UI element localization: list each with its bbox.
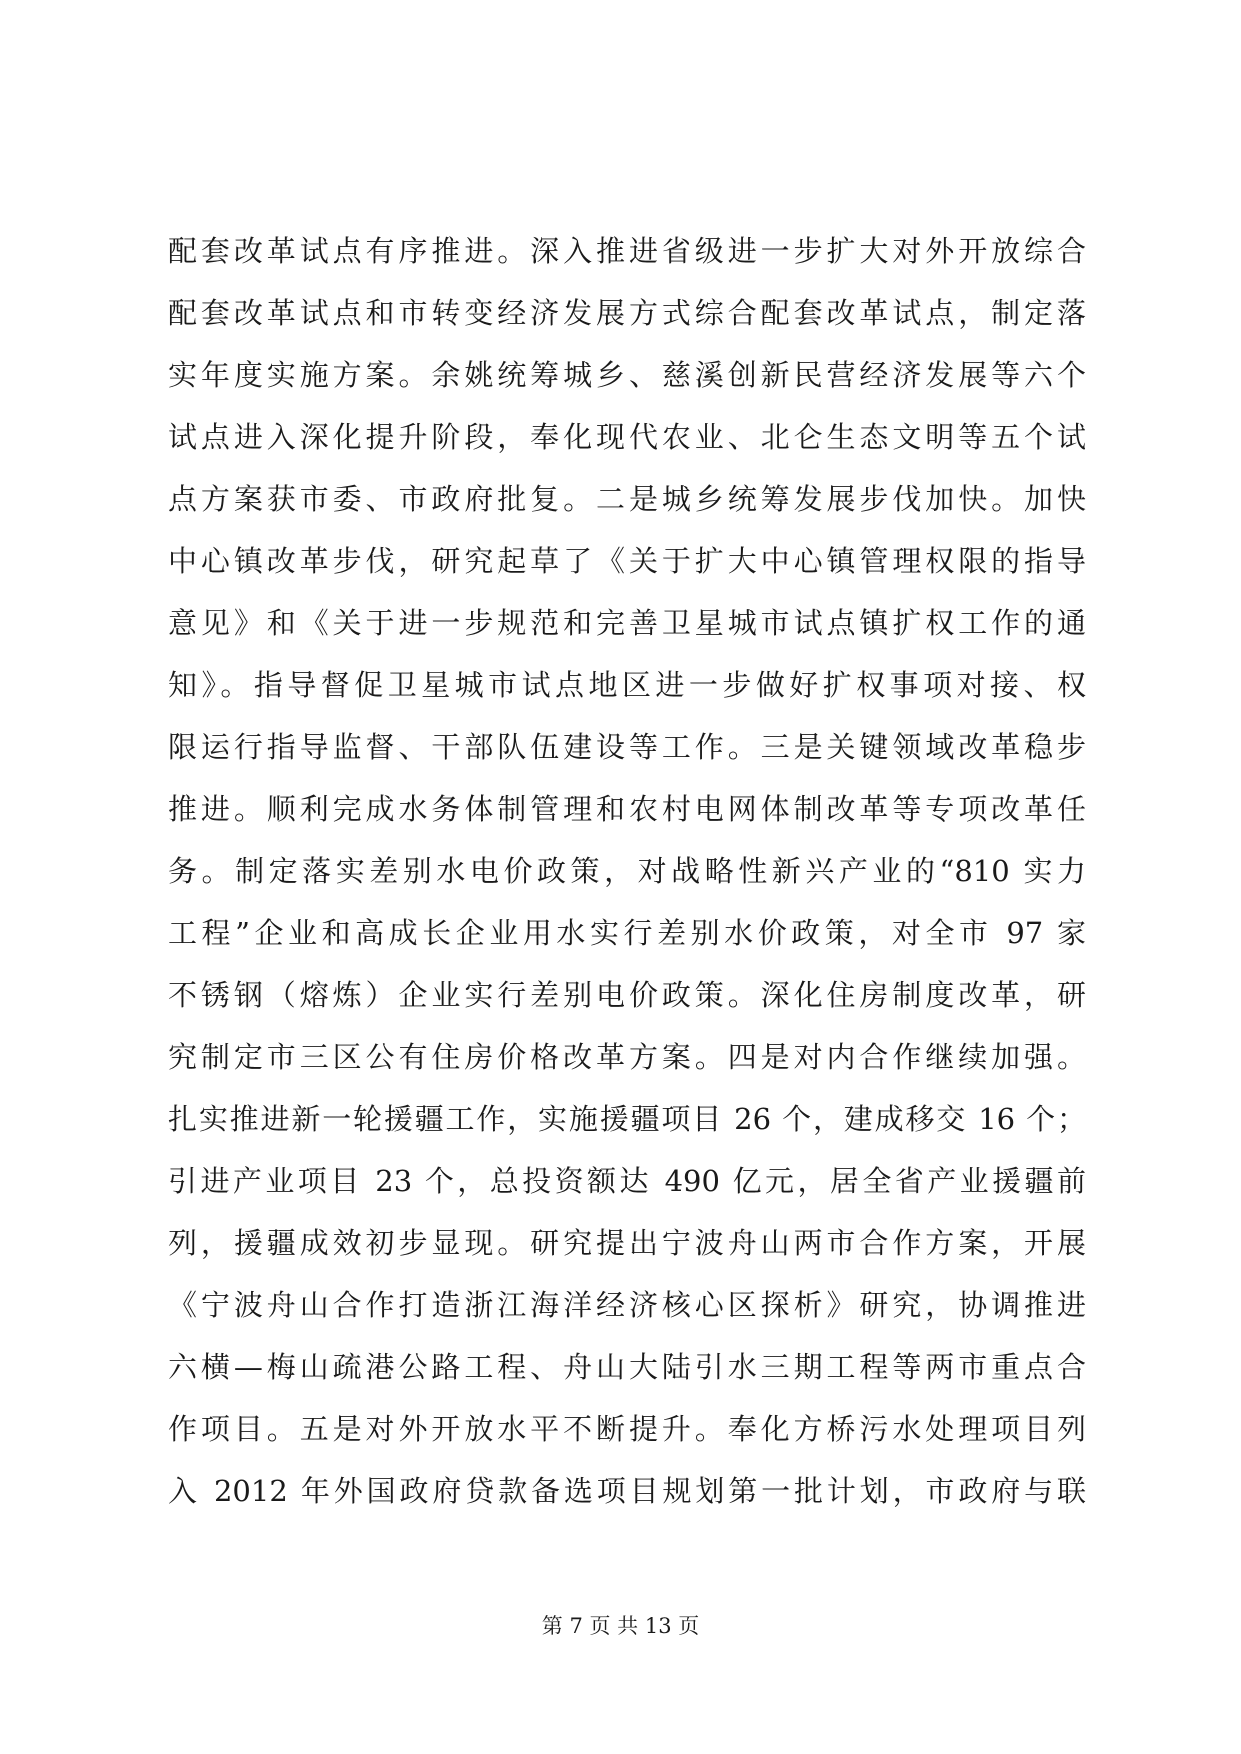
body-text (168, 236, 1086, 1538)
text-line: 中心镇改革步伐，研究起草了《关于扩大中心镇管理权限的指导 (168, 546, 1086, 578)
text-line: 列，援疆成效初步显现。研究提出宁波舟山两市合作方案，开展 (168, 1228, 1086, 1260)
text-line: 限运行指导监督、干部队伍建设等工作。三是关键领域改革稳步 (168, 732, 1086, 764)
text-line: 实年度实施方案。余姚统筹城乡、慈溪创新民营经济发展等六个 (168, 360, 1086, 392)
text-line: 意见》和《关于进一步规范和完善卫星城市试点镇扩权工作的通 (168, 608, 1086, 640)
text-line: 务。制定落实差别水电价政策，对战略性新兴产业的“810 实力 (168, 856, 1086, 888)
text-line: 《宁波舟山合作打造浙江海洋经济核心区探析》研究，协调推进 (168, 1290, 1086, 1322)
page-number-label: 第 7 页 共 13 页 (541, 1614, 700, 1638)
text-line: 究制定市三区公有住房价格改革方案。四是对内合作继续加强。 (168, 1042, 1086, 1074)
text-line: 配套改革试点和市转变经济发展方式综合配套改革试点，制定落 (168, 298, 1086, 330)
text-line: 推进。顺利完成水务体制管理和农村电网体制改革等专项改革任 (168, 794, 1086, 826)
text-line: 工程”企业和高成长企业用水实行差别水价政策，对全市 97 家 (168, 918, 1086, 950)
text-line: 六横—梅山疏港公路工程、舟山大陆引水三期工程等两市重点合 (168, 1352, 1086, 1384)
text-line: 试点进入深化提升阶段，奉化现代农业、北仑生态文明等五个试 (168, 422, 1086, 454)
text-line: 不锈钢（熔炼）企业实行差别电价政策。深化住房制度改革，研 (168, 980, 1086, 1012)
text-line: 引进产业项目 23 个，总投资额达 490 亿元，居全省产业援疆前 (168, 1166, 1086, 1198)
text-line: 点方案获市委、市政府批复。二是城乡统筹发展步伐加快。加快 (168, 484, 1086, 516)
text-line: 扎实推进新一轮援疆工作，实施援疆项目 26 个，建成移交 16 个； (168, 1104, 1086, 1136)
page-footer (0, 1610, 1241, 1640)
text-line: 配套改革试点有序推进。深入推进省级进一步扩大对外开放综合 (168, 236, 1086, 268)
text-line: 入 2012 年外国政府贷款备选项目规划第一批计划，市政府与联 (168, 1476, 1086, 1508)
text-line: 作项目。五是对外开放水平不断提升。奉化方桥污水处理项目列 (168, 1414, 1086, 1446)
text-line: 知》。指导督促卫星城市试点地区进一步做好扩权事项对接、权 (168, 670, 1086, 702)
